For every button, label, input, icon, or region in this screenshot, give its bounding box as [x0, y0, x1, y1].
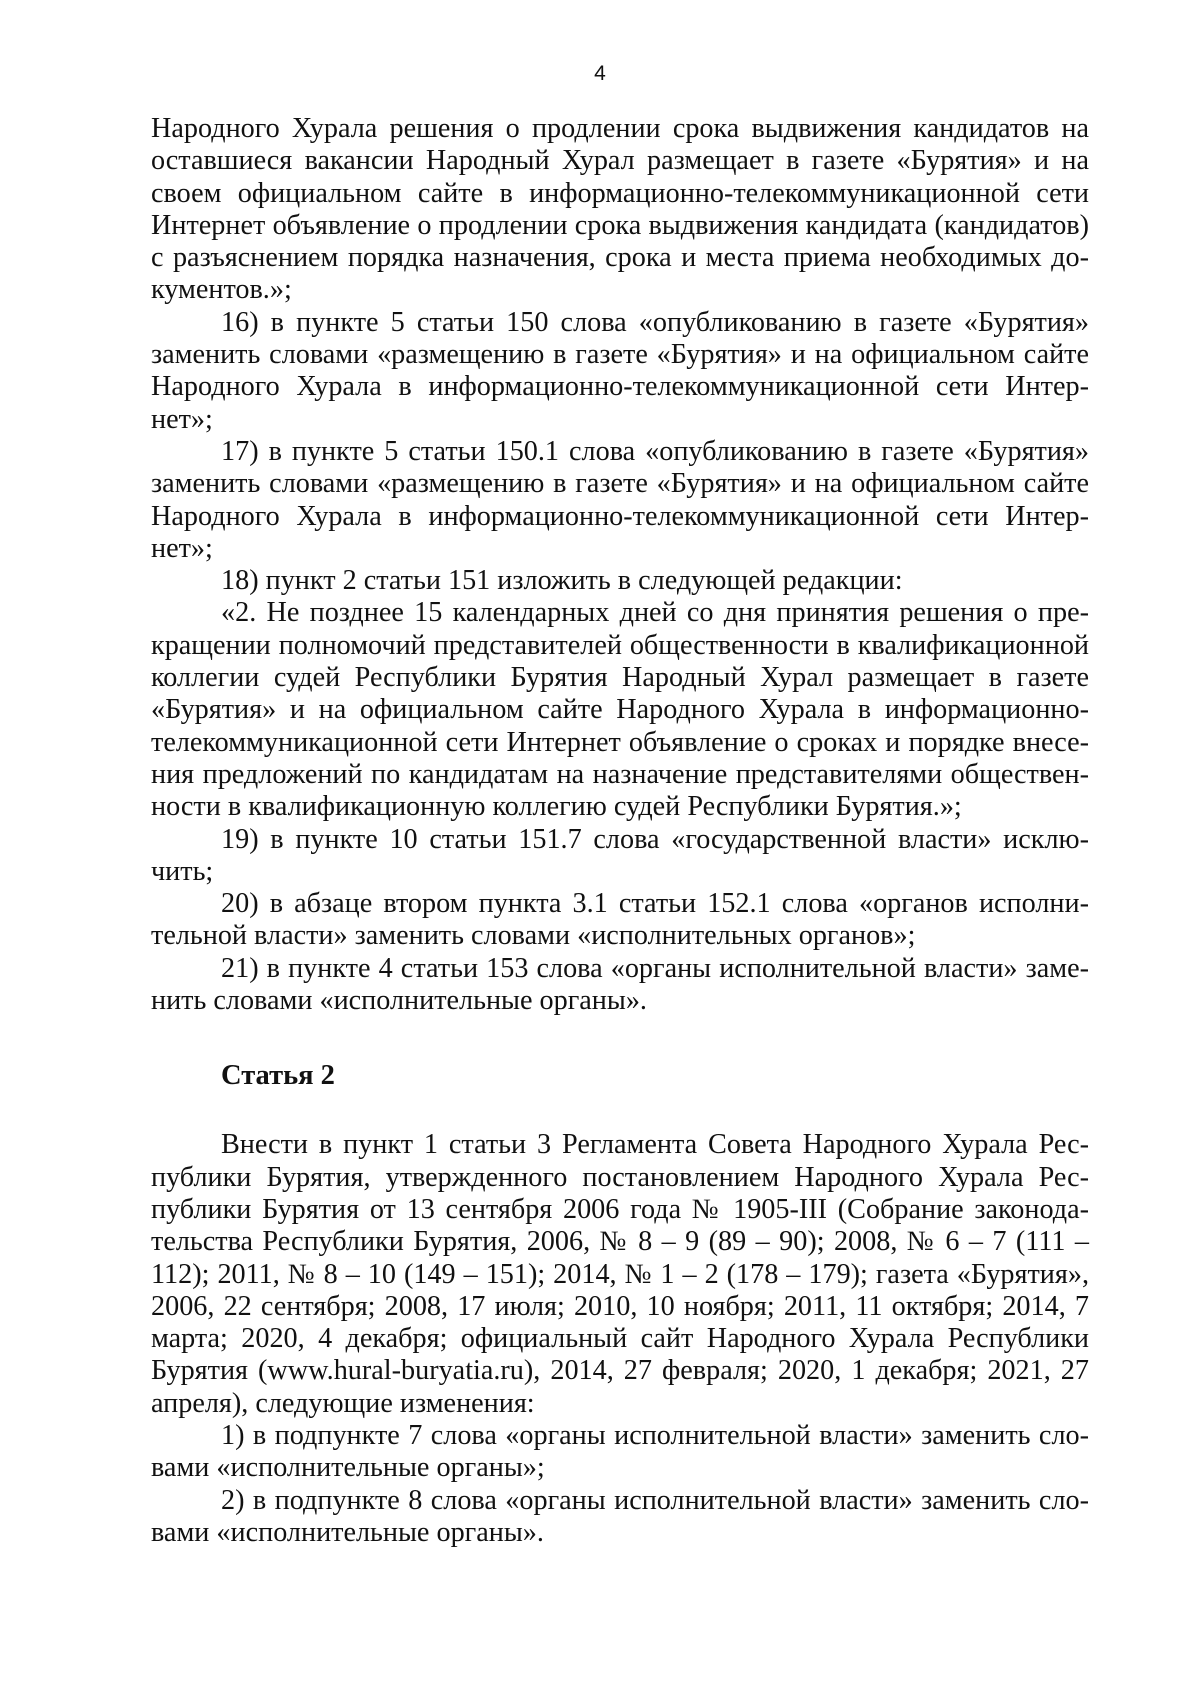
item-18-quote: «2. Не позднее 15 календарных дней со дня принятия решения о прекращении полномочий представителей общественности в квалификационной коллегии судей Республики Бурятия Народный Хурал размещает в газете «Бурятия» и на официальном сайте Народного Хурала в информационно-телекоммуникационной сети Интернет объявление о сроках и порядке внесения предложений по кандидатам на назначение представителями общественности в квалификационную коллегию судей Республики Бурятия.»; [151, 597, 1089, 823]
item-19: 19) в пункте 10 статьи 151.7 слова «государственной власти» исключить; [151, 823, 1089, 887]
article-2-intro: Внести в пункт 1 статьи 3 Регламента Совета Народного Хурала Республики Бурятия, утвержденного постановлением Народного Хурала Республики Бурятия от 13 сентября 2006 года № 1905-III (Собрание законодательства Республики Бурятия, 2006, № 8 – 9 (89 – 90); 2008, № 6 – 7 (111 – 112); 2011, № 8 – 10 (149 – 151); 2014, № 1 – 2 (178 – 179); газета «Бурятия», 2006, 22 сентября; 2008, 17 июля; 2010, 10 ноября; 2011, 11 октября; 2014, 7 марта; 2020, 4 декабря; официальный сайт Народного Хурала Республики Бурятия (www.hural-buryatia.ru), 2014, 27 февраля; 2020, 1 декабря; 2021, 27 апреля), следующие изменения: [151, 1129, 1089, 1419]
page-number: 4 [594, 62, 606, 85]
article-2-subitem-1: 1) в подпункте 7 слова «органы исполнительной власти» заменить словами «исполнительные органы»; [151, 1419, 1089, 1484]
item-18: 18) пункт 2 статьи 151 изложить в следующей редакции: [221, 565, 903, 597]
item-16: 16) в пункте 5 статьи 150 слова «опубликованию в газете «Бурятия» заменить словами «размещению в газете «Бурятия» и на официальном сайте Народного Хурала в информационно-телекоммуникационной сети Интернет»; [151, 306, 1089, 435]
document-body [151, 113, 1089, 1549]
article-2-subitem-2: 2) в подпункте 8 слова «органы исполнительной власти» заменить словами «исполнительные органы». [151, 1484, 1089, 1548]
continuation-paragraph: Народного Хурала решения о продлении срока выдвижения кандидатов на оставшиеся вакансии Народный Хурал размещает в газете «Бурятия» и на своем официальном сайте в информационно-телекоммуникационной сети Интернет объявление о продлении срока выдвижения кандидата (кандидатов) с разъяснением порядка назначения, срока и места приема необходимых документов.»; [151, 113, 1089, 306]
item-17: 17) в пункте 5 статьи 150.1 слова «опубликованию в газете «Бурятия» заменить словами «размещению в газете «Бурятия» и на официальном сайте Народного Хурала в информационно-телекоммуникационной сети Интернет»; [151, 435, 1089, 564]
item-21: 21) в пункте 4 статьи 153 слова «органы исполнительной власти» заменить словами «исполнительные органы». [151, 952, 1089, 1017]
article-2-heading: Статья 2 [221, 1060, 335, 1092]
item-20: 20) в абзаце втором пункта 3.1 статьи 152.1 слова «органов исполнительной власти» заменить словами «исполнительных органов»; [151, 888, 1089, 952]
